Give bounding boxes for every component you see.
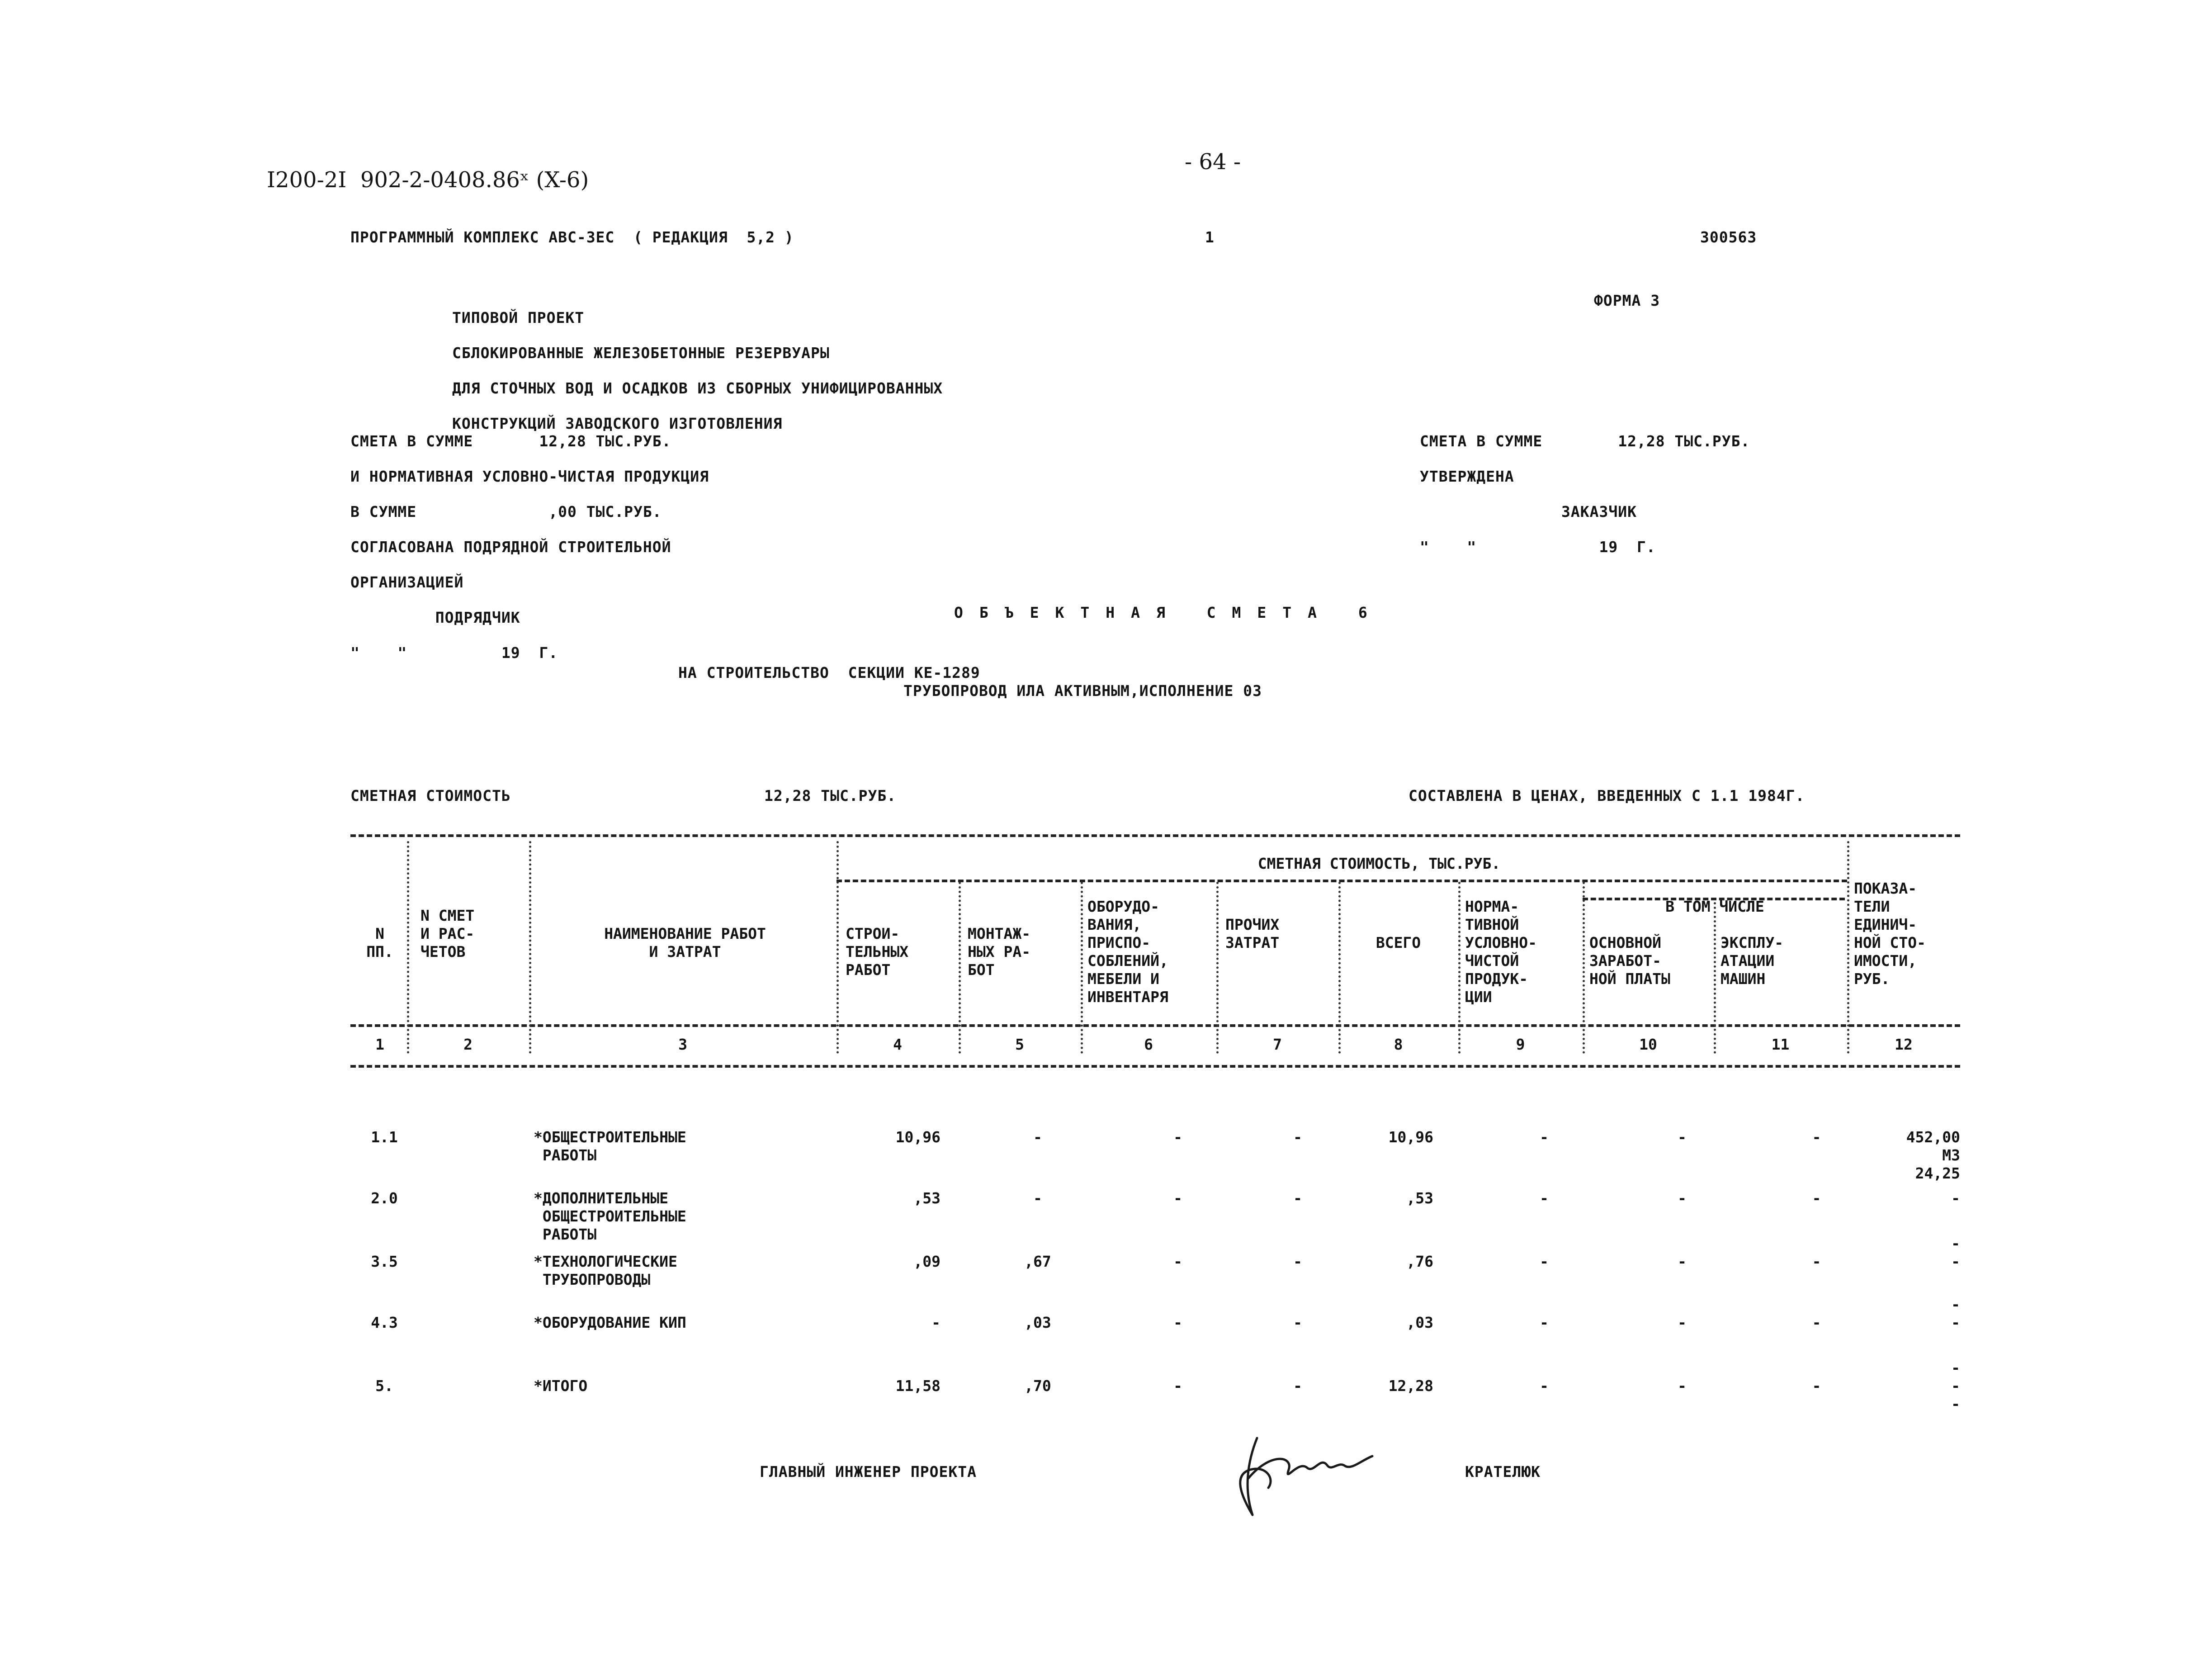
column-number: 1 <box>375 1036 384 1053</box>
row-name: *ТЕХНОЛОГИЧЕСКИЕ ТРУБОПРОВОДЫ <box>534 1253 677 1288</box>
cell-wages: - <box>1678 1189 1687 1207</box>
cell-wages: - <box>1678 1314 1687 1331</box>
sheet-number: 1 <box>1205 228 1215 246</box>
column-separator <box>1847 841 1849 1054</box>
column-separator <box>837 841 839 1054</box>
project-line: ДЛЯ СТОЧНЫХ ВОД И ОСАДКОВ ИЗ СБОРНЫХ УНИФИЦИРОВАННЫХ <box>452 379 943 397</box>
cell-machines: - <box>1812 1377 1821 1395</box>
column-number: 11 <box>1771 1036 1790 1053</box>
row-name: *ОБЩЕСТРОИТЕЛЬНЫЕ РАБОТЫ <box>534 1128 686 1164</box>
cell-wages: - <box>1678 1128 1687 1146</box>
cost-value: 12,28 ТЫС.РУБ. <box>764 787 897 804</box>
approval-line: ПОДРЯДЧИК <box>350 609 520 626</box>
cell-machines: - <box>1812 1253 1821 1270</box>
cell-machines: - <box>1812 1189 1821 1207</box>
document-title: ОБЪЕКТНАЯ СМЕТА 6 <box>954 604 1384 621</box>
cell-construction: 10,96 <box>895 1128 941 1146</box>
column-separator <box>1714 902 1716 1054</box>
table-rule-numbers-bottom <box>350 1065 1960 1068</box>
cell-total: ,03 <box>1406 1314 1433 1331</box>
row-name: *ДОПОЛНИТЕЛЬНЫЕ ОБЩЕСТРОИТЕЛЬНЫЕ РАБОТЫ <box>534 1189 686 1243</box>
column-number: 3 <box>678 1036 687 1053</box>
approval-line: УТВЕРЖДЕНА <box>1420 468 1514 485</box>
cell-construction: ,53 <box>913 1189 941 1207</box>
row-number: 2.0 <box>371 1189 398 1207</box>
column-number: 9 <box>1516 1036 1525 1053</box>
column-header: ПОКАЗА- ТЕЛИ ЕДИНИЧ- НОЙ СТО- ИМОСТИ, РУБ. <box>1854 880 1926 988</box>
cell-wages: - <box>1678 1253 1687 1270</box>
signatory-role: ГЛАВНЫЙ ИНЖЕНЕР ПРОЕКТА <box>760 1463 977 1481</box>
document-number: 300563 <box>1700 228 1757 246</box>
column-separator <box>1216 882 1219 1054</box>
cell-equipment: - <box>1173 1128 1182 1146</box>
approval-line: СОГЛАСОВАНА ПОДРЯДНОЙ СТРОИТЕЛЬНОЙ <box>350 538 671 556</box>
row-name: *ИТОГО <box>534 1377 588 1395</box>
cell-total: ,53 <box>1406 1189 1433 1207</box>
column-header: МОНТАЖ- НЫХ РА- БОТ <box>968 925 1031 979</box>
column-separator <box>1458 882 1460 1054</box>
cell-wages: - <box>1678 1377 1687 1395</box>
title-subline-2: ТРУБОПРОВОД ИЛА АКТИВНЫМ,ИСПОЛНЕНИЕ 03 <box>903 682 1262 700</box>
group-header: СМЕТНАЯ СТОИМОСТЬ, ТЫС.РУБ. <box>1257 855 1501 872</box>
column-header: N СМЕТ И РАС- ЧЕТОВ <box>421 907 475 961</box>
column-header: ОСНОВНОЙ ЗАРАБОТ- НОЙ ПЛАТЫ <box>1589 934 1670 988</box>
cell-net-product: - <box>1540 1314 1549 1331</box>
column-header: ВСЕГО <box>1375 934 1421 951</box>
approval-line: СМЕТА В СУММЕ 12,28 ТЫС.РУБ. <box>350 432 671 450</box>
cell-construction: 11,58 <box>895 1377 941 1395</box>
cell-construction: - <box>931 1314 941 1331</box>
cell-net-product: - <box>1540 1253 1549 1270</box>
column-header: ЭКСПЛУ- АТАЦИИ МАШИН <box>1720 934 1784 988</box>
title-subline-1: НА СТРОИТЕЛЬСТВО СЕКЦИИ КЕ-1289 <box>678 664 980 681</box>
form-label: ФОРМА 3 <box>1594 292 1660 309</box>
approval-line: ОРГАНИЗАЦИЕЙ <box>350 573 464 591</box>
column-header: ОБОРУДО- ВАНИЯ, ПРИСПО- СОБЛЕНИЙ, МЕБЕЛИ И ИНВЕНТАРЯ <box>1087 898 1168 1006</box>
signature <box>1230 1424 1379 1524</box>
table-rule-header-bottom <box>350 1024 1960 1027</box>
cell-machines: - <box>1812 1128 1821 1146</box>
column-separator <box>529 841 531 1054</box>
cell-total: 12,28 <box>1388 1377 1433 1395</box>
project-line: ТИПОВОЙ ПРОЕКТ <box>452 309 585 326</box>
cell-unit-cost: - - - <box>1951 1359 1960 1413</box>
approval-line: ЗАКАЗЧИК <box>1420 503 1637 520</box>
cell-other: - <box>1293 1314 1302 1331</box>
cell-installation: - <box>1033 1128 1042 1146</box>
cell-installation: ,70 <box>1024 1377 1051 1395</box>
cell-construction: ,09 <box>913 1253 941 1270</box>
approval-right <box>1420 415 1750 565</box>
project-line: СБЛОКИРОВАННЫЕ ЖЕЛЕЗОБЕТОННЫЕ РЕЗЕРВУАРЫ <box>452 344 830 362</box>
cell-machines: - <box>1812 1314 1821 1331</box>
cell-equipment: - <box>1173 1314 1182 1331</box>
cell-unit-cost: - - <box>1951 1235 1960 1270</box>
row-number: 4.3 <box>371 1314 398 1331</box>
cell-other: - <box>1293 1128 1302 1146</box>
column-number: 8 <box>1394 1036 1403 1053</box>
page-number: - 64 - <box>1185 149 1241 175</box>
signatory-name: КРАТЕЛЮК <box>1465 1463 1541 1481</box>
cell-net-product: - <box>1540 1128 1549 1146</box>
row-name: *ОБОРУДОВАНИЕ КИП <box>534 1314 686 1331</box>
column-header: ПРОЧИХ ЗАТРАТ <box>1225 916 1280 951</box>
cell-total: 10,96 <box>1388 1128 1433 1146</box>
column-header: НАИМЕНОВАНИЕ РАБОТ И ЗАТРАТ <box>604 925 766 961</box>
row-number: 1.1 <box>371 1128 398 1146</box>
cell-installation: ,03 <box>1024 1314 1051 1331</box>
column-number: 12 <box>1895 1036 1913 1053</box>
approval-line: " " 19 Г. <box>350 644 558 662</box>
row-number: 5. <box>375 1377 393 1395</box>
cell-other: - <box>1293 1377 1302 1395</box>
project-line: КОНСТРУКЦИЙ ЗАВОДСКОГО ИЗГОТОВЛЕНИЯ <box>452 415 783 432</box>
cell-net-product: - <box>1540 1189 1549 1207</box>
column-number: 2 <box>463 1036 473 1053</box>
cell-equipment: - <box>1173 1253 1182 1270</box>
price-basis: СОСТАВЛЕНА В ЦЕНАХ, ВВЕДЕННЫХ С 1.1 1984Г. <box>1408 787 1805 804</box>
table-rule-group <box>837 880 1847 882</box>
column-number: 4 <box>893 1036 902 1053</box>
column-number: 5 <box>1015 1036 1024 1053</box>
column-separator <box>407 841 409 1054</box>
cell-net-product: - <box>1540 1377 1549 1395</box>
approval-line: " " 19 Г. <box>1420 538 1656 556</box>
document-code: I200-2I 902-2-0408.86ˣ (X-6) <box>267 167 589 193</box>
column-separator <box>1081 882 1083 1054</box>
cell-unit-cost: - <box>1951 1189 1960 1207</box>
row-number: 3.5 <box>371 1253 398 1270</box>
cell-unit-cost: - - <box>1951 1296 1960 1331</box>
column-header: СТРОИ- ТЕЛЬНЫХ РАБОТ <box>846 925 909 979</box>
cost-label: СМЕТНАЯ СТОИМОСТЬ <box>350 787 511 804</box>
approval-line: В СУММЕ ,00 ТЫС.РУБ. <box>350 503 662 520</box>
column-number: 7 <box>1273 1036 1282 1053</box>
program-line: ПРОГРАММНЫЙ КОМПЛЕКС АВС-ЗЕС ( РЕДАКЦИЯ 5,2 ) <box>350 228 794 246</box>
group-subheader: В ТОМ ЧИСЛЕ <box>1665 898 1764 915</box>
column-number: 6 <box>1144 1036 1153 1053</box>
cell-other: - <box>1293 1189 1302 1207</box>
table-rule-top <box>350 834 1960 837</box>
column-separator <box>959 882 961 1054</box>
column-header: НОРМА- ТИВНОЙ УСЛОВНО- ЧИСТОЙ ПРОДУК- ЦИИ <box>1465 898 1537 1006</box>
approval-left <box>350 415 709 671</box>
cell-total: ,76 <box>1406 1253 1433 1270</box>
column-header: N ПП. <box>366 925 393 961</box>
cell-installation: - <box>1033 1189 1042 1207</box>
approval-line: И НОРМАТИВНАЯ УСЛОВНО-ЧИСТАЯ ПРОДУКЦИЯ <box>350 468 709 485</box>
cell-equipment: - <box>1173 1189 1182 1207</box>
cell-unit-cost: 452,00 М3 24,25 <box>1906 1128 1960 1182</box>
approval-line: СМЕТА В СУММЕ 12,28 ТЫС.РУБ. <box>1420 432 1750 450</box>
column-number: 10 <box>1639 1036 1657 1053</box>
cell-equipment: - <box>1173 1377 1182 1395</box>
column-separator <box>1338 882 1341 1054</box>
cell-other: - <box>1293 1253 1302 1270</box>
cell-installation: ,67 <box>1024 1253 1051 1270</box>
